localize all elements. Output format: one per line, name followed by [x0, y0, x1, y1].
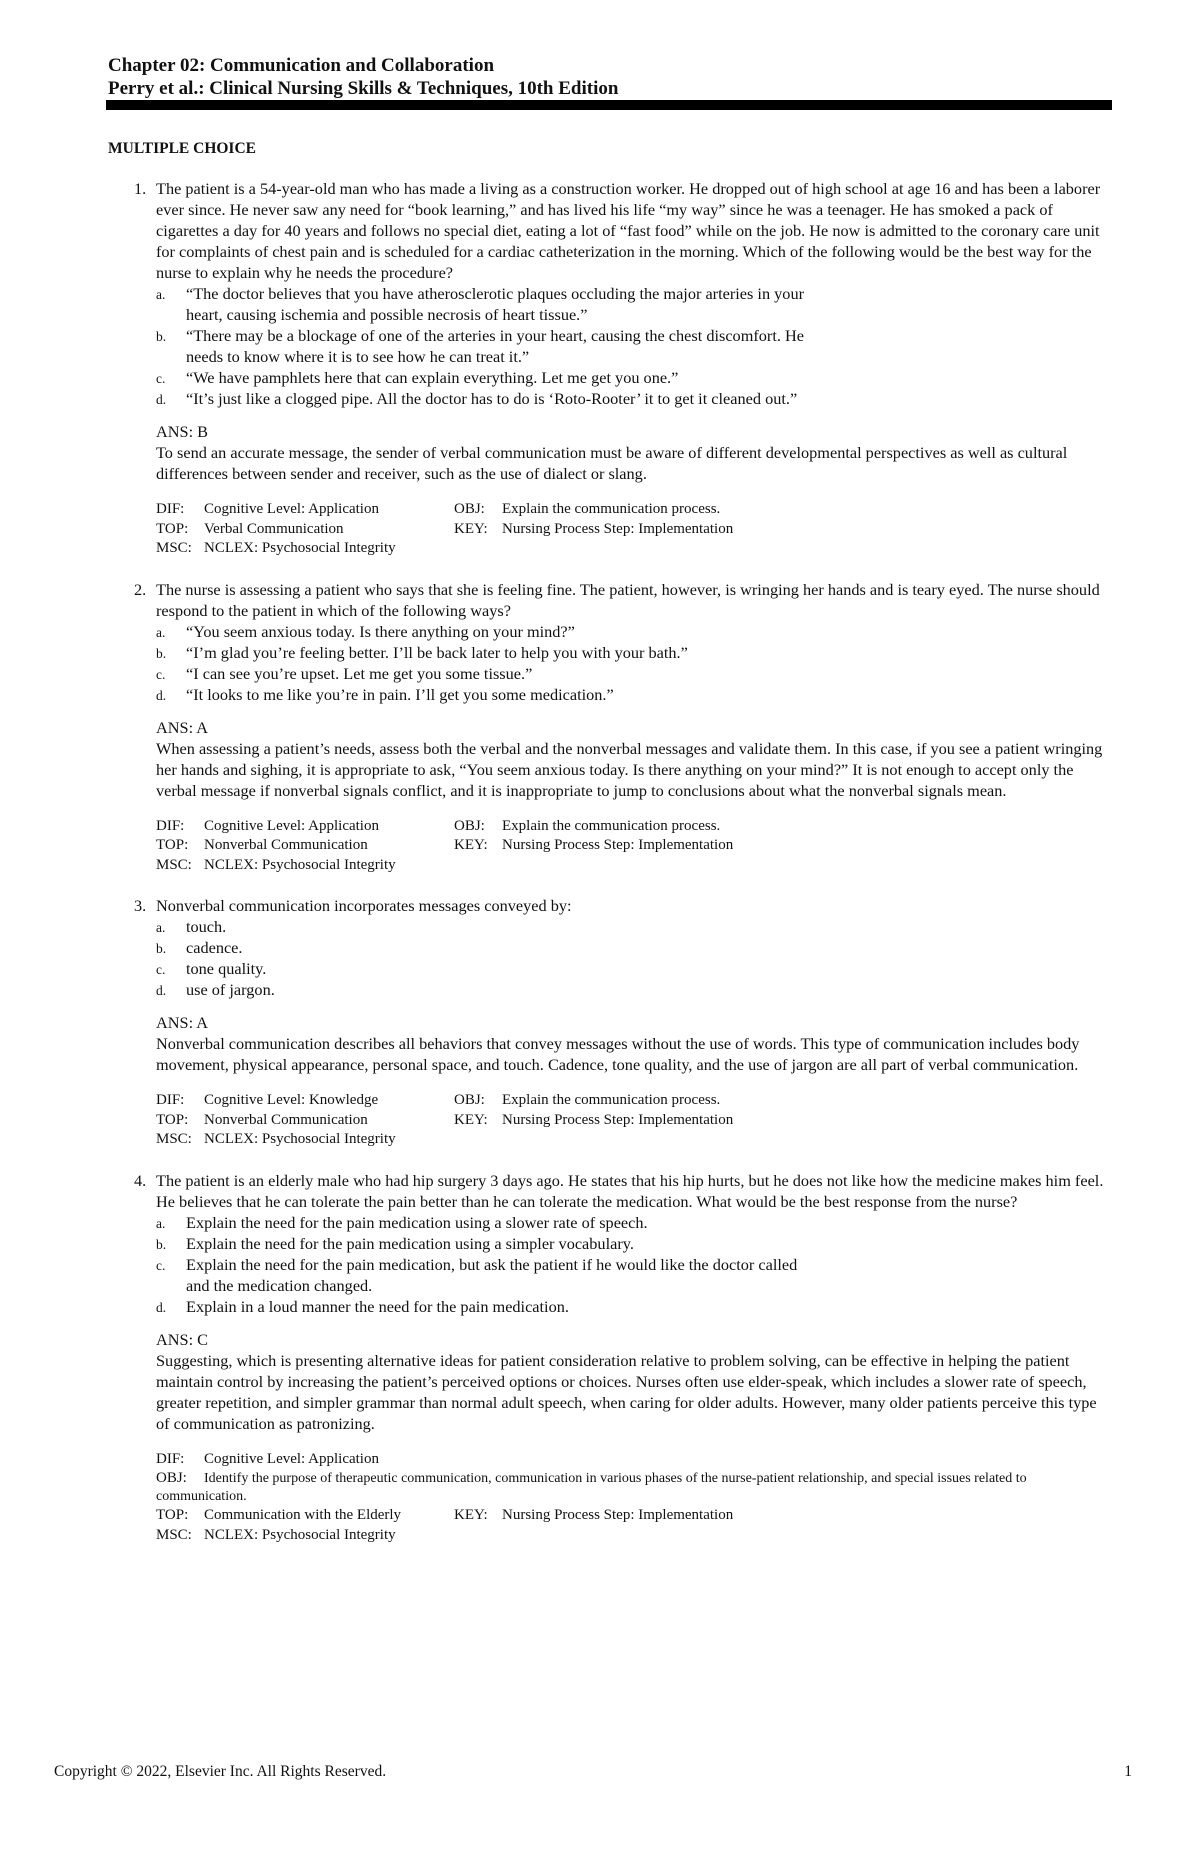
msc-label: MSC: — [156, 856, 192, 873]
option-text: “The doctor believes that you have atherosclerotic plaques occluding the major arteries in your heart, causing ischemia and possible necrosis of heart tissue.” — [186, 284, 805, 324]
rationale: Suggesting, which is presenting alternative ideas for patient consideration relative to problem solving, can be effective in helping the patient maintain control by increasing the patient’s perceived options or choices. Nurses often use elder-speak, which includes a slower rate of speech, greater repetition, and simpler grammar than normal adult speech, when caring for older adults. However, many older patients perceive this type of communication as patronizing. — [156, 1350, 1097, 1433]
obj-value: Identify the purpose of therapeutic communication, communication in various phases of the nurse-patient relationship, and special issues related to communication. — [156, 1471, 1027, 1504]
question-4 — [108, 1170, 1113, 1546]
question-metadata — [156, 500, 1113, 559]
msc-value: NCLEX: Psychosocial Integrity — [204, 1131, 396, 1147]
msc-label: MSC: — [156, 540, 192, 556]
obj-label: OBJ: — [156, 1470, 187, 1486]
msc-value: NCLEX: Psychosocial Integrity — [204, 856, 396, 873]
dif-label: DIF: — [156, 1092, 185, 1108]
option-text: “It’s just like a clogged pipe. All the doctor has to do is ‘Roto-Rooter’ it to get it cleaned out.” — [186, 389, 798, 408]
obj-long-row — [156, 1469, 1113, 1506]
option-letter: a. — [156, 624, 166, 640]
msc-value: NCLEX: Psychosocial Integrity — [204, 1526, 396, 1543]
book-title: Perry et al.: Clinical Nursing Skills & Techniques, 10th Edition — [108, 78, 619, 99]
option-letter: d. — [156, 392, 167, 407]
key-label: KEY: — [454, 837, 488, 853]
option-letter: b. — [156, 329, 167, 344]
key-value: Nursing Process Step: Implementation — [502, 1111, 734, 1128]
option-letter: d. — [156, 1299, 167, 1315]
obj-label: OBJ: — [454, 501, 485, 517]
top-value: Verbal Communication — [204, 520, 344, 537]
question-stem: The patient is an elderly male who had hip surgery 3 days ago. He states that his hip hurts, but he does not like how the medicine makes him feel. He believes that he can tolerate the pain better than he can tolerate the medication. What would be the best response from the nurse? — [156, 1170, 1104, 1211]
rationale: To send an accurate message, the sender of verbal communication must be aware of different developmental perspectives as well as cultural differences between sender and receiver, such as the use of dialect or slang. — [156, 443, 1068, 483]
key-value: Nursing Process Step: Implementation — [502, 1507, 734, 1523]
option-c — [156, 958, 806, 979]
top-label: TOP: — [156, 1507, 189, 1523]
top-value: Nonverbal Communication — [204, 837, 368, 853]
key-label: KEY: — [454, 1507, 488, 1523]
option-b — [156, 937, 806, 958]
option-text: “I’m glad you’re feeling better. I’ll be back later to help you with your bath.” — [186, 642, 688, 662]
rationale: When assessing a patient’s needs, assess both the verbal and the nonverbal messages and validate them. In this case, if you see a patient wringing her hands and sighing, it is appropriate to ask, “You seem anxious today. Is there anything on your mind?” It is not enough to accept only the verbal message if nonverbal signals conflict, and it is inappropriate to jump to conclusions about what the nonverbal signals mean. — [156, 738, 1103, 800]
dif-label: DIF: — [156, 1450, 185, 1467]
dif-label: DIF: — [156, 817, 185, 834]
chapter-title: Chapter 02: Communication and Collaboration — [108, 55, 495, 76]
question-stem: The patient is a 54-year-old man who has made a living as a construction worker. He dropped out of high school at age 16 and has been a laborer ever since. He never saw any need for “book learning,” and has lived his life “my way” since he was a teenager. He has smoked a pack of cigarettes a day for 40 years and follows no special diet, eating a lot of “fast food” while on the job. He now is admitted to the coronary care unit for complaints of chest pain and is scheduled for a cardiac catheterization in the morning. Which of the following would be the best way for the nurse to explain why he needs the procedure? — [156, 179, 1101, 282]
key-value: Nursing Process Step: Implementation — [502, 520, 734, 537]
option-d — [156, 388, 806, 409]
option-text: touch. — [186, 917, 227, 936]
question-number: 2. — [134, 579, 147, 599]
document-header — [108, 54, 1112, 100]
answer-options — [156, 283, 1113, 409]
option-letter: c. — [156, 371, 166, 386]
dif-value: Cognitive Level: Application — [204, 817, 379, 834]
top-value: Communication with the Elderly — [204, 1507, 402, 1523]
question-stem: The nurse is assessing a patient who says that she is feeling fine. The patient, however, is wringing her hands and is teary eyed. The nurse should respond to the patient in which of the following ways? — [156, 579, 1100, 620]
option-a — [156, 283, 806, 325]
option-text: Explain the need for the pain medication using a simpler vocabulary. — [186, 1233, 634, 1253]
option-d — [156, 684, 806, 705]
obj-label: OBJ: — [454, 817, 485, 834]
question-1 — [108, 178, 1113, 559]
option-letter: a. — [156, 1215, 166, 1231]
obj-label: OBJ: — [454, 1092, 485, 1108]
question-2 — [108, 579, 1113, 876]
question-metadata — [156, 817, 1113, 876]
option-text: Explain the need for the pain medication, but ask the patient if he would like the doctor called and the medication changed. — [186, 1254, 798, 1295]
option-text: Explain in a loud manner the need for the pain medication. — [186, 1296, 569, 1316]
msc-value: NCLEX: Psychosocial Integrity — [204, 540, 396, 556]
option-text: “I can see you’re upset. Let me get you some tissue.” — [186, 663, 533, 683]
option-letter: d. — [156, 687, 167, 703]
question-stem: Nonverbal communication incorporates messages conveyed by: — [156, 896, 572, 915]
option-letter: b. — [156, 941, 167, 956]
question-number: 3. — [134, 896, 147, 915]
option-text: “You seem anxious today. Is there anything on your mind?” — [186, 621, 575, 641]
header-rule — [106, 100, 1112, 110]
option-c — [156, 663, 806, 684]
option-a — [156, 1212, 806, 1233]
dif-label: DIF: — [156, 501, 185, 517]
question-metadata — [156, 1091, 1113, 1150]
page-number: 1 — [1124, 1763, 1132, 1780]
question-number: 4. — [134, 1170, 147, 1190]
answer-key: ANS: A — [156, 1013, 209, 1032]
top-label: TOP: — [156, 520, 189, 537]
question-list — [108, 178, 1113, 1565]
option-text: “It looks to me like you’re in pain. I’ll get you some medication.” — [186, 684, 614, 704]
option-a — [156, 916, 806, 937]
answer-options — [156, 621, 1113, 705]
option-text: “We have pamphlets here that can explain everything. Let me get you one.” — [186, 368, 679, 387]
option-d — [156, 1296, 806, 1317]
option-d — [156, 979, 806, 1000]
obj-value: Explain the communication process. — [502, 1092, 721, 1108]
option-letter: c. — [156, 962, 166, 977]
option-letter: a. — [156, 920, 166, 935]
section-title: MULTIPLE CHOICE — [108, 140, 256, 157]
top-label: TOP: — [156, 837, 189, 853]
option-a — [156, 621, 806, 642]
key-label: KEY: — [454, 520, 488, 537]
option-b — [156, 1233, 806, 1254]
dif-value: Cognitive Level: Application — [204, 1450, 379, 1467]
option-b — [156, 325, 806, 367]
answer-options — [156, 916, 1113, 1000]
question-3 — [108, 895, 1113, 1150]
dif-value: Cognitive Level: Knowledge — [204, 1092, 379, 1108]
question-metadata — [156, 1450, 1113, 1546]
option-text: “There may be a blockage of one of the arteries in your heart, causing the chest discomfort. He needs to know where it is to see how he can treat it.” — [186, 326, 804, 366]
answer-options — [156, 1212, 1113, 1317]
key-label: KEY: — [454, 1111, 488, 1128]
option-text: tone quality. — [186, 959, 267, 978]
answer-key: ANS: B — [156, 422, 209, 441]
obj-value: Explain the communication process. — [502, 817, 721, 834]
answer-key: ANS: C — [156, 1329, 209, 1349]
option-letter: d. — [156, 983, 167, 998]
option-letter: c. — [156, 1257, 166, 1273]
rationale: Nonverbal communication describes all behaviors that convey messages without the use of words. This type of communication includes body movement, physical appearance, personal space, and touch. Cadence, tone quality, and the use of jargon are all part of verbal communication. — [156, 1034, 1080, 1074]
msc-label: MSC: — [156, 1131, 192, 1147]
option-text: use of jargon. — [186, 980, 275, 999]
msc-label: MSC: — [156, 1526, 192, 1543]
option-c — [156, 367, 806, 388]
top-label: TOP: — [156, 1111, 189, 1128]
option-letter: c. — [156, 666, 166, 682]
option-c — [156, 1254, 806, 1296]
key-value: Nursing Process Step: Implementation — [502, 837, 734, 853]
copyright-notice: Copyright © 2022, Elsevier Inc. All Rights Reserved. — [54, 1763, 387, 1780]
answer-key: ANS: A — [156, 717, 209, 737]
option-letter: b. — [156, 1236, 167, 1252]
option-letter: b. — [156, 645, 167, 661]
option-text: cadence. — [186, 938, 243, 957]
option-text: Explain the need for the pain medication using a slower rate of speech. — [186, 1212, 648, 1232]
option-b — [156, 642, 806, 663]
question-number: 1. — [134, 179, 147, 198]
top-value: Nonverbal Communication — [204, 1111, 368, 1128]
obj-value: Explain the communication process. — [502, 501, 721, 517]
dif-value: Cognitive Level: Application — [204, 501, 379, 517]
option-letter: a. — [156, 287, 166, 302]
